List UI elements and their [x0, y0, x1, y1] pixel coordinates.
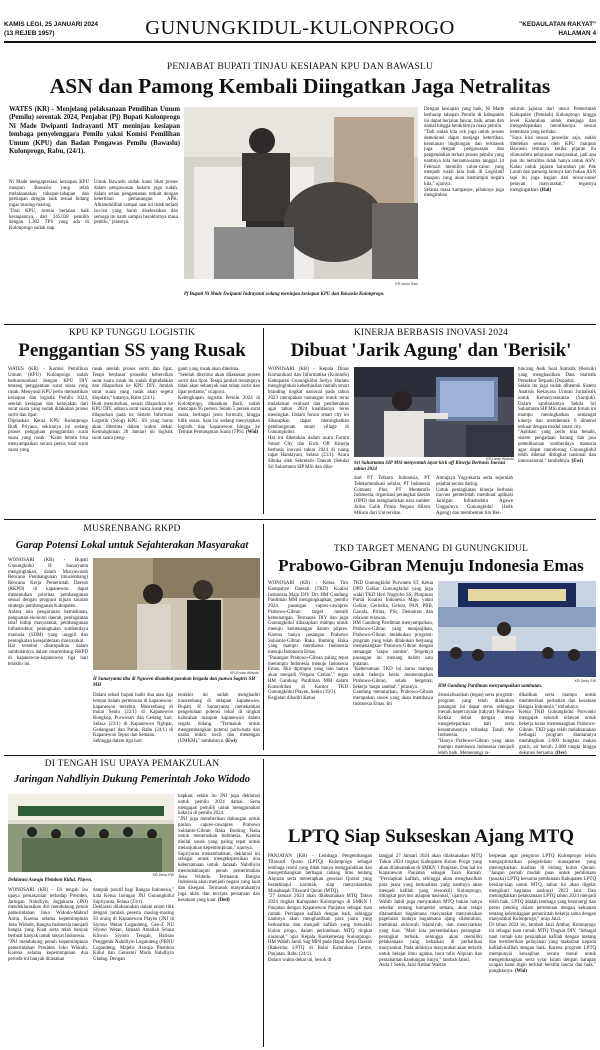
a2-headline: Penggantian SS yang Rusak — [18, 340, 246, 361]
page-title: GUNUNGKIDUL-KULONPROGO — [145, 17, 455, 39]
a1-col1: Ni Made mengapresiasi kesiapan KPU maupun Bawaslu yang telah melaksanakan tahapan-tahapan dan persiapan dengan baik sesuai bidang tugas masing-masing. "Dari KPU, semua berjalan baik kesiapannya, dari 345.038 pemilih dengan 1.302 TPS yang ada di Kulonprogo sudah siap. — [9, 180, 89, 231]
a7-signoff: (Wid) — [514, 969, 527, 974]
a1-col3: Dengan kesiapan yang baik, Ni Made berharap tahapan Pemilu di kabupaten ini dapat berjalan lancar, baik, aman dan damai hingga berakhirnya masa pemilu. "Tadi sudah kita cek juga untuk proses demokrasi dapat menjaga ketertiban, keamanan lingkungan dan termasuk juga dengan pengawasan dan pengendalian terkait proses pemilu yang nantinya kita bersama-sama tanggal 14 Februari memilih calon-calon yang menjadi wakil kita baik di Legislatif maupun yang akan memimpin negara kita," ujarnya. Selama masa kampanye, pihaknya juga mengimbau — [424, 107, 504, 199]
a5-caption: HM Gandung Pardiman menyampaikan sambutan. — [438, 684, 543, 689]
a5-col1: WONOSARI (KR) - Ketua Tim Kampanye Daerah (TKD) Koalisi Indonesia Maju DIY Drs HM Gandung Pardiman MM mengungkapkan, pemilu 2024, pasangan capres-cawapres Prabowo-Gibran target meraih kemenangan. Termasuk DIY dan juga Gunungkidul diharapkan mampu untuk menuju kemenangan dalam pilpres. Karena hanya pasangan Prabowo Subianto-Gibran Raka Buming Raka yang mampu membawa Indonesia menuju Indonesia Emas. "Pasangan Prabowo-Gibran paling tepat meminpin Indonesia menuju Indonesia Emas. Jika dipimpin yang lain hanya akan menjadi 'Negara Cemas'," tegas HM Gandung Pardiman MM dalam Konsolidasi di Kantor TKD Gunungkidul Playen, Senin (19/1). Kegiatan dihadiri Ketua — [268, 581, 348, 701]
a6-col2: dampak positif bagi Bangsa Indonesia," kata Ketua Jaringan JNJ Gunungkidul Supriyanta, Selasa (23/1). Deklarasi dilaksanakan dalam enam titik dengan jumlah peserta masing-masing 50 orang di Kapanewon Playen (JNJ di Siyono Wetan Logandeng, Gen-Z NU Siyono Wetan, Jamaah Amaliah Selasa Kliwon Siyono Tengah, Barisan Penggerak Nahdliyin Logandeng (PBNU Logandeng, Majelis Aswaja Plembon Kidul dan Generasi Muda Nahdliyin Gladag. Dengan — [93, 888, 174, 962]
a3-caption: Sri Suhartanta SIP MSi menyentuh layar kick off Kinerja Berbasis Inovasi tahun 2024 — [354, 461, 506, 472]
divider-3 — [4, 755, 596, 756]
a1-caption: Pj Bupati Ni Made Dwipanti Indrayanti sedang meninjau kesiapan KPU dan Bawaslu Kulonprogo. — [184, 292, 385, 297]
a3-signoff: (Ewi) — [571, 459, 584, 464]
col-rule-3 — [263, 759, 264, 1047]
a4-caption: H Sunaryanta tiba di Nguwen disambut pasukan brigada dan punwa Sagiris SH MH — [93, 677, 256, 688]
a1-photo-credit: KR-Asrul Sani — [395, 282, 418, 286]
a7-col3: berpesan agar pengurus LPTQ Kulonprogo selalu mengoptimalkan pengelolaan manajemen yang meningkatkan kualitas di bidang kulon Qurani. "Jangan pernah mudah puas untuk pembinaan (pusaka) LPTQ bersama pembinaan Kabupaten LPTQ bersiap-siap untuk MTQ, tahun ini akan digelar mengikuti kegiatan nasional 2023 lalu. Dan meningkatkan pelaksanaan LPTQ tahun 2024 menjadi lebih baik. LPTQ adalah lembaga yang bersinergi dan peran penting dalam pertemuan dengan kekuatan tentang kelembagaan pemerintah bekerja sama dengan masyarakat Kulonprogo," ucap Jaizi. Di tahun 2024 ini, tambah Jaizi Ambar, Kulonprogo ini sebagai tuan rumah MTQ Tingkat DIY. "Sebagai tuan rumah kita persiapkan kafilah dengan matang dan memberikan pelayanan yang maksimal kepada kafilah-kafilah dengan baik. Karena program LPTQ mempunyai kewajiban secara moral untuk mengembangkan serta syiar Islam dengan harapan ucapan kami ingin terlihat bersifat lancar dan baik," pungkasnya. (Wid) — [489, 854, 596, 974]
a2-col1: WATES (KR) - Komisi Pemilihan Umum (KPU) Kulonprogo sudah berkomunikasi dengan KPU DIY tentang penggantian surat suara yang rusak. Menyusul KPU perlu memastikan kesiapan dan logistik Pemilu 2024, setelah kesiapan dan kelayakan dari surat suara yang sudah dilakukan proses sortir dan lipat. Dijelaskan Ketua KPU Kulonprogo Budi Priyana, sekiranya ini sedang proses pengajuan penggantian surat suara yang rusak. "Kami belum bisa menyampaikan secara persis total surat suara yang — [8, 367, 88, 453]
a1-headline: ASN dan Pamong Kembali Diingatkan Jaga Netralitas — [49, 74, 551, 98]
a7-col1: PANJATAN (KR) - Lembaga Pengembangan Tilawatil Quran (LPTQ) Kulonprogo sebagai lembaga resmi yang tidak hanya menggalakkan dan mengembangkan berbagai cabang ilmu tentang Alquran serta menerapkan generasi Qurani yang berakhlaqul karimah, siap menyukseskan Musabaqah Tilawatil Quran (MTQ). "27 Januari 2024 akan dilaksanakan MTQ Tahun 2024 tingkat Kabupaten Kulonprogo di SMKN 1 Panjatan dengan Kapanewon Panjatan sebagai tuan rumah. Persiapan kafilah dengan baik, sehingga nantinya akan menghasilkan para juara yang berkualitas dan menjadi kafilah yang mewakili Kulon progo, dalam perlombaan MTQ tingkat nasional," ujar Kepala Kankemenag Kulonprogo, HM Wahib Jamil Sag MPd pada Rapat Kerja Daerah (Rakerda) LPTQ di Balai Kalurahan Cerme, Panjatan, Rabu (24/1). Dalam waktu dekat ini, besok di — [268, 854, 372, 963]
a4-photo-credit: KR-Endar Widodo — [230, 671, 259, 675]
a6-photo-credit: KR-Dedy EW — [152, 873, 174, 877]
col-rule-1 — [263, 328, 264, 514]
a6-caption: Deklarasi Aswaja Plembon Kidul, Playen. — [8, 878, 93, 883]
a2-col3: ganti yang rusak akan diterima. "Setelah diterima akan dilakukan proses sortir dan lipat. Tetapi jumlah tentangnya tidak akan sebanyak saat tahap sortir dan lipat pertama," ucapnya. Kelengkapan logistik Pemilu 2024 di Kulonprogo, dikatakan Budi, sudah mencapai 95 persen. Selain 5 persen surat suara, berbagai jenis formulir, hingga bilik suara. Saat ini sedang menyiapkan logistik tiap kapanewon hingga ke Tempat Pemungutan Suara (TPS). (Wid) — [178, 367, 260, 436]
a3-col1: WONOSARI (KR) - Kepala Dinas Komunikasi dan Informatika (Kominfo) Kabupaten Gunungkidul Setiyo Hartato menginginkan keberhasilan meraih smart branding tingkat nasional pada tahun 2023 merupakan tantangan untuk terus melakukan evaluasi dan pembenahan agar tahun 2024 kualitasnya terus meningkat. Dalam forum smart city ini diharapkan dapat meningkatkan pembangunan smart village di Gunungkidul. Hal ini diketakan dalam acara Forum Smart City dan Kick Off Kinerja berbasis inovasi tahun 2024 di ruang rapat Handayani, Selasa (23/1). Acara dibuka oleh Sekretaris Daerah (Sekda) Sri Suhartanta SIP MSi dan diha- — [268, 367, 349, 470]
a2-signoff: (Wid) — [246, 430, 259, 436]
a2-col2: rusak setelah proses sortir dan lipat. Tetapi berdasar prosedur kebersihan surat suara rusak itu sudah dipindahkan dan dilaporkan ke KPU DIY. Jumlah surat suara yang rusak akan segera diupdate," katanya, Rabu (24/1). Budi menuturkan, sesuai dilaporkan ke KPU DIY, adanya surat suara rusak yang dilaporkan pada ke Sistem Informasi Logistik (Silog) KPU. SS yang harus akan diterima dalam waktu dekat. Kemungkinan 26 Januari ini logistik surat suara peng- — [92, 367, 173, 441]
a3-col3: Atmajaya Yogyakarta serta sejumlah pejabat secara daring. Untuk peningkatan kinerja berbasis inovasi pemerintah membuat aplikasi Jaringan Infrastruktur Agawe Unggulnya Gunungkidul (Jarik Agung) dan membentuk tim Ber- — [436, 476, 513, 516]
masthead-rule — [4, 41, 596, 43]
a3-col2: dari PT Telkom Indonesia, PT Telekomunikasi selular, PT Indonesia Comnets Plus, PT Mentemfis Indonesia, organisasi perangkat daerah (OPD) dan menghadirkan nara sumber Julius Galih Prima Negara SKom MKom dari Universitas — [354, 476, 430, 516]
a5-photo — [438, 581, 596, 677]
a6-photo — [8, 794, 174, 872]
a5-col4: dikalikan serta mampu untuk memberikan perhatian dan kesatuan Bangsa Indonesia," imbuhnya. Ketua TKD Gunungkidul Purwanto mengajak seluruh relawan untuk bekerja keras memenangkan Prabowo-Gibran. TKD juga telah melaksanakan berbagai program diantaranya membagikan 3.000 bungkus makan gratis, air bersih 2.000 tangki hingga dekarasi bersama. (Dev) — [519, 693, 596, 756]
a3-kicker: KINERJA BERBASIS INOVASI 2024 — [353, 328, 509, 338]
divider-2 — [4, 519, 596, 520]
a4-signoff: (Ewi) — [225, 739, 237, 744]
paper-name: "KEDAULATAN RAKYAT" — [519, 21, 596, 28]
a1-kicker: PENJABAT BUPATI TINJAU KESIAPAN KPU DAN BAWASLU — [166, 62, 434, 72]
a3-col4: bincang Aeik Soal Statistik (Berisik) yang menghasilkan Data Statistik Persektor Terpadu (Dopadu). Selain itu juga sudah dibentuk Sistem Analisis Rekayasa Urusan Jurnalistik untuk Kemasyarakatan (Sarujuk). Dalam sambutannya Sekda Sri Suhartanta SIP MSi menuntut forum ini mampu meningkatkan semangat kinerja dan membentuk 6 dimensi terkuat dengan model smart city. "Aplikasi yang perlu kita benahi, sistem pengadaan barang dan jasa pemeliharaan sumberdaya manusia agar dapat mendorong Gunungkidul lebih dikenal ditingkat nasional dan internasional," tambahnya. (Ewi) — [518, 367, 596, 464]
a6-headline: Jaringan Nahdliyin Dukung Pemerintah Joko Widodo — [13, 774, 250, 785]
col-rule-2 — [263, 524, 264, 750]
a5-kicker: TKD TARGET MENANG DI GUNUNGKIDUL — [333, 544, 529, 554]
a1-lead: WATES (KR) - Menjelang pelaksanaan Pemilihan Umum (Pemilu) serentak 2024, Penjabat (Pj) Bupati Kulonprogo Ni Made Dwipanti Indrayanti MT meninjau kesiapan lembaga penyelenggara Pemilu yakni Komisi Pemilihan Umum (KPU) dan Badan Pengawas Pemilu (Bawaslu) Kulonprogo, Rabu, (24/1). — [9, 106, 180, 156]
a7-col2: tanggal 27 Januari 2024 akan dilaksanakan MTQ Tahun 2024 tingkat Kabupaten Kulon Progo yang akan dilaksanakan di SMKN 1 Panjatan. Dan hal ini Kapanewon Panjatan sebagai Tuan Rumah. "Persiapkan kafilah, sehingga akan menghasilkan para juara yang berkualitas yang nantinya akan menjadi kafilah yang mewakili Kulonprogo, ditingkat provinsi ataupun nasional," ujarnya. Wahib Jamil juga menyatakan MTQ bukan hanya sekedar tentang kompetisi semata, akan tetapi ditanamkan bagaimana masyarakat menyaksikan pagelaran budaya bagaimana ajang silaturahmi, membina ukhuwah Islamiyah, dan mensyiarkan yang luas. "Mari kita persembahkan perangkat-perangkat terbaik, sehingga akan memiliki pelaksanaan yang kebaikan di perhatikan masyarakat. Pada akhirnya masyarakat akan tertarik untuk belajar ilmu agama, baca tulis Alquran dan pemahaman kandungan isinya," tambah Jamil. Asda 1 Setda, Jaizi Ambar Wastan — [379, 854, 482, 969]
a5-photo-credit: KR-Dedy EW — [574, 679, 596, 683]
a6-col1: WONOSARI (KR) - Di tengah isu upaya pemakzulan terhadap Presiden, Jaringan Nahdliyin Jogjakarta (JNJ) mendeklarasikan diri mendukung penuh pemerintahan Joko Widodo-Mahruf Amin. Karena selama kepemimpinan Joko Widodo, Bangsa Indonesia menjadi bangsa yang Kuat serta telah banyak berbuat banyak untuk rakyat Indonesia. "JNJ mendukung penuh kepemimpinan pemerintahan Presiden Joko Widodo. Karena selama kepemimpinan dua periode ini banyak dirasakan — [8, 888, 88, 962]
a7-headline: LPTQ Siap Sukseskan Ajang MTQ — [287, 826, 575, 847]
a1-col4: seluruh jajaran dari unsur Pemerintah Kabupaten (Pemkab) Kulonprogo hingga level Kalurahan untuk menjaga dan mengedepankan netralitasnya sesuai ketentuan yang berlaku. "Saya kira sesuai prosedur saja, sudah ditetekan semua oleh KPU maupun Bawaslu tentunya ketika pijaran itu silaturahmi pelayanan masyarakat, jadi apa pun itu netralitas tidak hanya untuk ASN. Kalau untuk jajaran kalurahan pic Pak Lurah dan pamong lainnya kan bukan ASN tapi itu juga bagian dari unsur-unsur pelayan masyarakat," tegasnya mengingatkan. (Rul) — [510, 107, 596, 193]
a3-headline: Dibuat 'Jarik Agung' dan 'Berisik' — [290, 340, 572, 361]
a6-signoff: (Ded) — [217, 897, 230, 903]
issue-date: KAMIS LEGI, 25 JANUARI 2024 — [4, 21, 99, 28]
a4-col2: Dalam sehari bupati hadir dua atau tiga tempat dalam pertemuan di kapanewon-kapanewon tersebut. Musrenbang di mulai Senin (22/1) di Kapanewon Rongkop, Purwosari dan Gedang Sari. Selasa (23/1) di Kapanewon Nglipar, Gedangsari dan Patuk. Rabu (24/1) di Kapanewon Tepus dan Semanu. Sehingga dalam tiga hari — [93, 693, 173, 744]
a4-col3: terakhir ini sudah menghadiri musrenbang di delapan kapanewon. Bupati H Sunaryanta menekankan pengelolaan potensi lokal di tingkat kalurahan maupun kapanewon dalam segala bidang. "Termasuk untuk mengembangkan potensi pariwisata dan usaha mikro kecil dan menengah (UMKM)," tambahnya. (Ewi) — [178, 693, 260, 744]
a3-photo-credit: KR-Dedy Widodo — [486, 457, 514, 461]
a5-signoff: (Dev) — [555, 750, 567, 756]
issue-hijri: (13 REJEB 1957) — [4, 30, 55, 37]
divider-1 — [4, 324, 596, 325]
a4-photo — [93, 558, 260, 670]
a4-kicker: MUSRENBANG RKPD — [83, 524, 181, 534]
a4-headline: Garap Potensi Lokal untuk Sejahterakan Masyarakat — [15, 540, 249, 551]
a3-photo — [354, 367, 514, 457]
a5-headline: Prabowo-Gibran Menuju Indonesia Emas — [278, 556, 584, 575]
a4-col1: WONOSARI (KR) - Bupati Gunungkidul H Sunaryanta menginginkan, dalam Musyawarah Rencana Pembangunan (musrenbang) Rencana Kerja Pemerintah Daerah (RKPD) di kapanewon dapat menentukan prioritas pembangunan sesuai dengan program tujuan sasaran strategis pembangunan Kabupaten. Antara lain penguranan kemiskinan, penguatan ekonomi daerah, peningkatan taraf hidup masyarakat, pembangunan infrastruktur, peningkatan sumberdaya manusia (SDM) yang unggul dan peningkatan kesejahteraan masyarakat. Hal tersebut disampaikan dalam sambutannya dalam musrenbang RKPD di kapanewon-kapanewon tiga hari terakhir ini. — [8, 558, 88, 667]
a6-kicker: DI TENGAH ISU UPAYA PEMAKZULAN — [44, 759, 220, 769]
a5-col3: disosialisasikan (tegas) serta program-program yang telah dilakukan pasangan ini dapat terus sehingga meraih kepercayaan (rakyat). Prabowo Ketika debat dengan tetap mengedepankan hati serta kesantunannya terhadap Tanah Air Indonesia. "Hanya Prabowo-Gibran yang akan mampu membawa Indonesia menjadi lebih baik. Memenangi ra- — [438, 693, 514, 756]
a5-col2: TKD Gunungkidul Purwanto ST, Ketua DPD Golkar Gunungkidul yang juga wakil TKD Heri Nugroho SS, Pimpinan Partai Koalisi Indonesia Maju yakni Golkar, Gerindra, Gelora, PAN, PBB, Garuda, Prima, PSI, Demokrat dan relawan relawan. HM Gandung Pardiman menyampaikan, Prabowo-Gibran yang menjanjikan, Prabowo-Gibran melakukan program-program yang telah dilakukan berjuang memenangkan Prabowo-Gibran dengan semangat 'tanpo sambat'. Tergetnya pasangan ini menang dalam satu putaran. "Kebersatuan TKD ini harus mampu untuk bekerja keras memenangkan Prabowo-Gibran, selalu bergerak, bekerja 'tanpo sambat'," jelasnya. Gandung menuturkan, Prabowo-Gibran merupakan sosok yang akan membawa Indonesia Emas. Ini — [353, 581, 433, 707]
a1-photo — [184, 107, 418, 279]
page-number: HALAMAN 4 — [558, 30, 596, 37]
a1-signoff: (Rul) — [540, 187, 552, 193]
a6-col3: kapkan, selain itu JNJ juga deklarasi untuk pemilu 2024 damai. Serta mengajak pemilih untuk menggunakan haknya di pemilu 2024. "JNJ juga memberikan dukungan untuk paslon capres-cawapres Prabowo Subianto-Gibran Raka Buming Raka untuk meneruskan Indonesia. Karena dinilai sosok yang paling tepat untuk melanjutkan kepemimpinan," ujarnya. Supriyanta menambahkan, deklarasi ini sebagai untuk mengekspresikan doa kebersamaan untuk Jamaah Nahdliyin menindaklanjuti penuh pemerintahan Joko Widodo. Termasuk Bangsa Indonesia akan menjadi negara yang kuat dan disegani. Termasuk masyarakatnya juga akan dan tercipta persatuan dan kesatuan yang kuat. (Ded) — [178, 794, 260, 903]
a1-col2: Untuk Bawaslu sudah kami lihat proses dalam pengawasan hukum juga sudah, dalam artian pengamanan terkait dengan ketertiban pemasangan APK. Alhamdulillah sampai saat ini tidak terjadi isu-isu yang harus diselesaikan dan semoga itu nanti sampai berakhirnya masa pemilu," jelasnya. — [94, 180, 178, 226]
a2-kicker: KPU KP TUNGGU LOGISTIK — [68, 328, 196, 338]
